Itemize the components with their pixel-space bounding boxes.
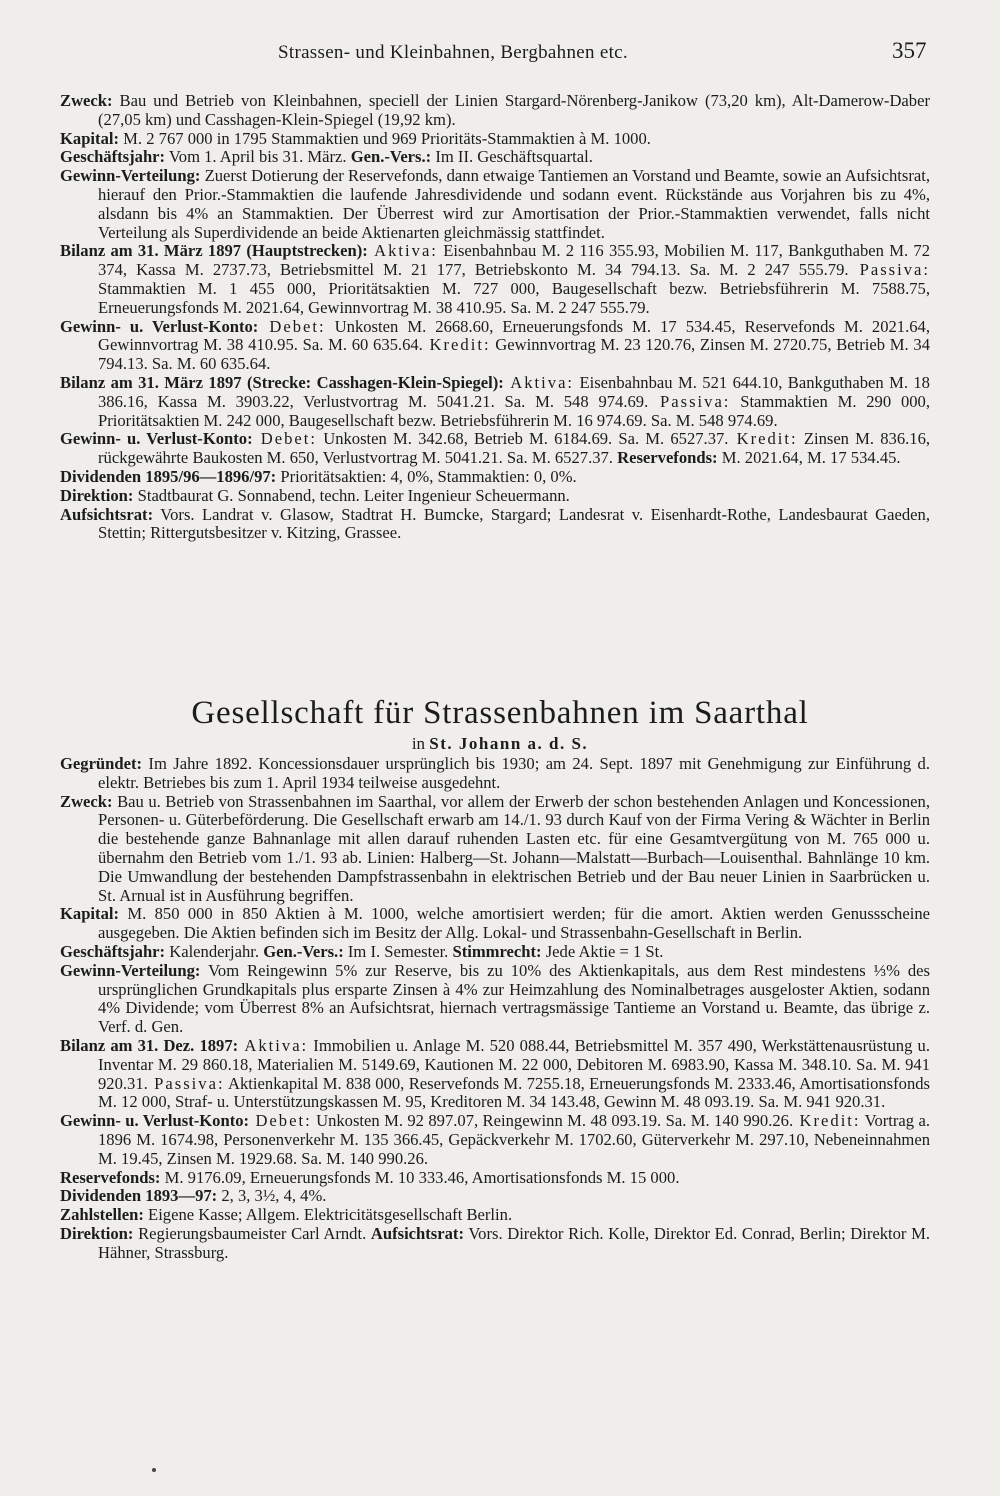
entry-dividenden: Dividenden 1895/96—1896/97: Prioritätsaktien: 4, 0%, Stammaktien: 0, 0%. <box>60 466 577 486</box>
section-title: Gesellschaft für Strassenbahnen im Saarthal <box>191 695 809 731</box>
section-subtitle: in St. Johann a. d. S. <box>411 734 589 753</box>
entry-gewinn-verteilung-2: Gewinn-Verteilung: Vom Reingewinn 5% zur Reserve, bis zu 10% des Aktienkapitals, aus dem Rest mindestens ⅓% des ursprünglichen Grundkapitals plus ersparte Zinsen à 4% zur Heimzahlung des Nominalbetrages ausgeloster Aktien, sodann 4% Dividende; vom Überrest 8% an Aufsichtsrat, hiernach vertragsmässige Tantieme an Vorstand u. Beamte, das übrige z. Verf. d. Gen. <box>60 960 930 1037</box>
entry-dividenden-2: Dividenden 1893—97: 2, 3, 3½, 4, 4%. <box>60 1186 327 1206</box>
entry-gegruendet: Gegründet: Im Jahre 1892. Koncessionsdauer ursprünglich bis 1930; am 24. Sept. 1897 mit Genehmigung zur Einführung d. elektr. Betriebes bis zum 1. April 1934 teilweise ausgedehnt. <box>60 754 930 792</box>
section-subtitle-place: St. Johann a. d. S. <box>429 734 589 753</box>
company2-section <box>60 755 930 1263</box>
entry-direktion-2: Direktion: Regierungsbaumeister Carl Arndt. Aufsichtsrat: Vors. Direktor Rich. Kolle, Direktor Ed. Conrad, Berlin; Direktor M. Hähner, Strassburg. <box>60 1223 930 1262</box>
entry-bilanz-hauptstrecken: Bilanz am 31. März 1897 (Hauptstrecken): Aktiva: Eisenbahnbau M. 2 116 355.93, Mobilien M. 117, Bankguthaben M. 72 374, Kassa M. 2737.73, Betriebsmittel M. 21 177, Betriebskonto M. 34 794.13. Sa. M. 2 247 555.79. Passiva: Stammaktien M. 1 455 000, Prioritätsaktien M. 727 000, Baugesellschaft bezw. Betriebsführerin M. 7588.75, Erneuerungsfonds M. 2021.64, Gewinnvortrag M. 38 410.95. Sa. M. 2 247 555.79. <box>60 241 931 317</box>
entry-bilanz-strecke: Bilanz am 31. März 1897 (Strecke: Casshagen-Klein-Spiegel): Aktiva: Eisenbahnbau M. 521 644.10, Bankguthaben M. 18 386.16, Kassa M. 3903.22, Verlustvortrag M. 5041.21. Sa. M. 548 974.69. Passiva: Stammaktien M. 290 000, Prioritätsaktien M. 242 000, Baugesellschaft bezw. Betriebsführerin M. 16 974.69. Sa. M. 548 974.69. <box>60 372 930 430</box>
entry-gewinn-verteilung: Gewinn-Verteilung: Zuerst Dotierung der Reservefonds, dann etwaige Tantiemen an Vorstand und Beamte, sowie an Aufsichtsrat, hierauf den Prior.-Stammaktien die laufende Jahresdividende und sodann event. Rückstände aus Vorjahren bis zu 4%, alsdann bis 4% an Stammaktien. Der Überrest wird zur Amortisation der Prior.-Stammaktien verwendet, falls nicht Verteilung als Superdividende an beide Aktienarten gleichmässig stattfindet. <box>60 166 930 242</box>
entry-gewinn-verlust-2: Gewinn- u. Verlust-Konto: Debet: Unkosten M. 342.68, Betrieb M. 6184.69. Sa. M. 6527.37. Kredit: Zinsen M. 836.16, rückgewährte Baukosten M. 650, Verlustvortrag M. 5041.21. Sa. M. 6527.37. Reservefonds: M. 2021.64, M. 17 534.45. <box>60 429 931 468</box>
entry-kapital-2: Kapital: M. 850 000 in 850 Aktien à M. 1000, welche amortisiert werden; für die amort. Aktien werden Genussscheine ausgegeben. Die Aktien befinden sich im Besitz der Allg. Lokal- und Strassenbahn-Gesellschaft in Berlin. <box>60 904 930 943</box>
entry-gewinn-verlust-3: Gewinn- u. Verlust-Konto: Debet: Unkosten M. 92 897.07, Reingewinn M. 48 093.19. Sa. M. 140 990.26. Kredit: Vortrag a. 1896 M. 1674.98, Personenverkehr M. 135 366.45, Gepäckverkehr M. 1702.60, Güterverkehr M. 297.10, Nebeneinnahmen M. 19.45, Zinsen M. 1929.68. Sa. M. 140 990.26. <box>60 1111 931 1168</box>
entry-aufsichtsrat: Aufsichtsrat: Vors. Landrat v. Glasow, Stadtrat H. Bumcke, Stargard; Landesrat v. Eisenhardt-Rothe, Landesbaurat Gaeden, Stettin; Rittergutsbesitzer v. Kitzing, Grassee. <box>60 504 930 543</box>
running-head <box>0 38 1000 68</box>
entry-zweck-2: Zweck: Bau u. Betrieb von Strassenbahnen im Saarthal, vor allem der Erwerb der schon bestehenden Anlagen und Koncessionen, Personen- u. Güterbeförderung. Die Gesellschaft erwarb am 14./1. 93 durch Kauf von der Firma Vering & Wächter in Berlin die bestehende ganze Bahnanlage mit allen darauf ruhenden Lasten etc. für eine Gesamtvergütung von M. 765 000 u. übernahm den Betrieb vom 1./1. 93 ab. Linien: Halberg—St. Johann—Malstatt—Burbach—Louisenthal. Bahnlänge 10 km. Die Umwandlung der bestehenden Dampfstrassenbahn in elektrischen Betrieb und der Bau neuer Linien in Saarbrücken u. St. Arnual ist in Ausführung begriffen. <box>60 791 930 905</box>
entry-zweck: Zweck: Bau und Betrieb von Kleinbahnen, speciell der Linien Stargard-Nörenberg-Janikow (73,20 km), Alt-Damerow-Daber (27,05 km) und Casshagen-Klein-Spiegel (19,92 km). <box>60 91 930 129</box>
entry-reservefonds-2: Reservefonds: M. 9176.09, Erneuerungsfonds M. 10 333.46, Amortisationsfonds M. 15 000. <box>60 1167 680 1187</box>
print-speck <box>152 1468 156 1472</box>
running-title: Strassen- und Kleinbahnen, Bergbahnen etc. <box>278 42 628 63</box>
entry-direktion: Direktion: Stadtbaurat G. Sonnabend, techn. Leiter Ingenieur Scheuermann. <box>60 485 570 505</box>
page-number: 357 <box>892 38 927 63</box>
entry-geschaeftsjahr: Geschäftsjahr: Vom 1. April bis 31. März. Gen.-Vers.: Im II. Geschäftsquartal. <box>60 147 593 167</box>
entry-geschaeftsjahr-2: Geschäftsjahr: Kalenderjahr. Gen.-Vers.: Im I. Semester. Stimmrecht: Jede Aktie = 1 St. <box>60 941 664 961</box>
entry-zahlstellen: Zahlstellen: Eigene Kasse; Allgem. Elektricitätsgesellschaft Berlin. <box>60 1205 513 1225</box>
entry-gewinn-verlust-1: Gewinn- u. Verlust-Konto: Debet: Unkosten M. 2668.60, Erneuerungsfonds M. 17 534.45, Reservefonds M. 2021.64, Gewinnvortrag M. 38 410.95. Sa. M. 60 635.64. Kredit: Gewinnvortrag M. 23 120.76, Zinsen M. 2720.75, Betrieb M. 34 794.13. Sa. M. 60 635.64. <box>60 316 931 374</box>
entry-kapital: Kapital: M. 2 767 000 in 1795 Stammaktien und 969 Prioritäts-Stammaktien à M. 1000. <box>60 128 651 148</box>
entry-bilanz-2: Bilanz am 31. Dez. 1897: Aktiva: Immobilien u. Anlage M. 520 088.44, Betriebsmittel M. 357 490, Werkstättenausrüstung u. Inventar M. 29 860.18, Materialien M. 5149.69, Kautionen M. 22 000, Debitoren M. 6983.90, Kassa M. 348.10. Sa. M. 941 920.31. Passiva: Aktienkapital M. 838 000, Reservefonds M. 7255.18, Erneuerungsfonds M. 2333.46, Amortisationsfonds M. 12 000, Straf- u. Unterstützungskassen M. 95, Kreditoren M. 34 143.48, Gewinn M. 48 093.19. Sa. M. 941 920.31. <box>60 1035 930 1112</box>
company1-section <box>60 92 930 543</box>
